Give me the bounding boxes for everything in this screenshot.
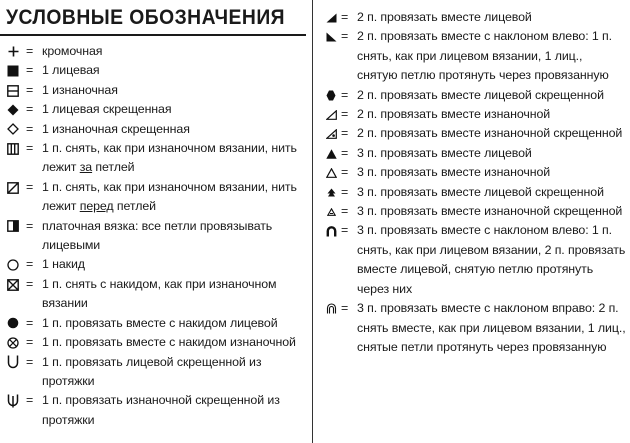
equals-sign: = [26,257,34,272]
spade-small-icon [321,183,341,202]
legend-item [0,139,306,178]
triangle-outline-icon [321,163,341,182]
equals-sign: = [26,102,34,117]
legend-item [0,314,306,333]
equals-sign: = [341,107,349,122]
equals-sign: = [26,141,34,156]
column-divider [312,0,313,443]
legend-text: 1 п. снять, как при изнаночном вязании, нить лежит перед петлей [42,179,297,214]
legend-item [0,275,306,314]
legend-item [0,100,306,119]
triangle-right-outline-icon [321,105,341,124]
legend-item [0,255,306,274]
legend-item [321,163,630,182]
equals-sign: = [341,87,349,102]
legend-text: 1 лицевая скрещенная [42,102,172,117]
legend-item [0,42,306,61]
legend-text: 2 п. провязать вместе изнаночной [357,107,551,122]
legend-item [0,81,306,100]
triangle-filled-icon [321,144,341,163]
equals-sign: = [26,315,34,330]
legend-item [321,299,630,357]
legend-item [321,183,630,202]
legend-item [0,120,306,139]
legend-item [321,27,630,85]
equals-sign: = [341,204,349,219]
plus-icon [0,42,26,61]
arch-filled-icon [321,221,341,240]
legend-text: 1 п. снять, как при изнаночном вязании, нить лежит за петлей [42,141,297,175]
triangle-small-outline-icon [321,202,341,221]
legend-text: 3 п. провязать вместе с наклоном влево: 1 п. снять, как при лицевом вязании, 2 п. провязать вместе лицевой, снятую петлю протянуть через них [357,223,626,296]
square-cross-icon [0,275,26,294]
legend-text: 3 п. провязать вместе изнаночной [357,165,551,180]
equals-sign: = [26,82,34,97]
circle-icon [0,255,26,274]
legend-text: 3 п. провязать вместе лицевой скрещенной [357,184,604,199]
triangle-right-dot-icon [321,124,341,143]
u-shape-icon [0,353,26,372]
legend-text: 1 накид [42,257,85,272]
psi-shape-icon [0,391,26,410]
legend-item [321,221,630,299]
square-diagonal-icon [0,178,26,197]
legend-text: 1 п. провязать вместе с накидом изнаночной [42,335,296,350]
legend-item [321,202,630,221]
underlined-word: перед [79,199,114,214]
equals-sign: = [341,184,349,199]
equals-sign: = [341,10,349,24]
equals-sign: = [26,218,34,233]
legend-text: 2 п. провязать вместе с наклоном влево: 1 п. снять, как при лицевом вязании, 1 лиц., снятую петлю протянуть через провязанную [357,29,612,83]
triangle-left-filled-icon [321,27,341,46]
arch-outline-icon [321,299,341,318]
legend-text: кромочная [42,44,103,58]
legend-item [321,124,630,143]
legend-text: 2 п. провязать вместе изнаночной скрещенной [357,126,623,141]
square-with-line-icon [0,81,26,100]
legend-text: платочная вязка: все петли провязывать лицевыми [42,218,273,253]
triangle-right-filled-icon [321,8,341,27]
outline-diamond-icon [0,120,26,139]
legend-text: 1 п. снять с накидом, как при изнаночном вязании [42,276,277,311]
equals-sign: = [26,44,34,58]
legend-text: 2 п. провязать вместе лицевой скрещенной [357,87,604,102]
equals-sign: = [26,335,34,350]
legend-title: УСЛОВНЫЕ ОБОЗНАЧЕНИЯ [6,6,286,29]
equals-sign: = [341,223,349,238]
legend-text: 1 п. провязать лицевой скрещенной из протяжки [42,354,262,388]
legend-left-list [0,42,306,430]
legend-item [0,333,306,352]
legend-text: 1 лицевая [42,63,100,78]
filled-circle-icon [0,314,26,333]
legend-item [0,217,306,256]
legend-text: 2 п. провязать вместе лицевой [357,10,532,24]
equals-sign: = [26,179,34,194]
equals-sign: = [341,301,349,316]
legend-text: 1 п. провязать изнаночной скрещенной из протяжки [42,393,280,427]
legend-item [0,391,306,430]
square-two-bars-icon [0,139,26,158]
small-diamond-filled-icon [321,86,341,105]
equals-sign: = [26,121,34,136]
equals-sign: = [26,354,34,369]
filled-square-icon [0,61,26,80]
legend-text: 3 п. провязать вместе лицевой [357,145,532,160]
legend-text: 3 п. провязать вместе с наклоном вправо: 2 п. снять вместе, как при лицевом вязании, 1 лиц., снятые петли протянуть через провязанную [357,301,626,354]
legend-item [321,8,630,27]
legend-item [0,353,306,392]
legend-item [0,178,306,217]
underlined-word: за [79,160,93,175]
equals-sign: = [341,145,349,160]
circle-cross-icon [0,333,26,352]
equals-sign: = [26,276,34,291]
equals-sign: = [341,29,349,44]
legend-text: 1 п. провязать вместе с накидом лицевой [42,315,278,330]
equals-sign: = [26,63,34,78]
legend-item [0,61,306,80]
half-filled-square-icon [0,217,26,236]
legend-item [321,144,630,163]
legend-item [321,105,630,124]
equals-sign: = [341,126,349,141]
legend-text: 3 п. провязать вместе изнаночной скрещенной [357,204,623,219]
legend-item [321,86,630,105]
filled-diamond-icon [0,100,26,119]
legend-text: 1 изнаночная [42,82,118,97]
equals-sign: = [26,393,34,408]
legend-right-list [321,8,630,357]
title-underline [0,34,306,36]
legend-text: 1 изнаночная скрещенная [42,121,190,136]
equals-sign: = [341,165,349,180]
